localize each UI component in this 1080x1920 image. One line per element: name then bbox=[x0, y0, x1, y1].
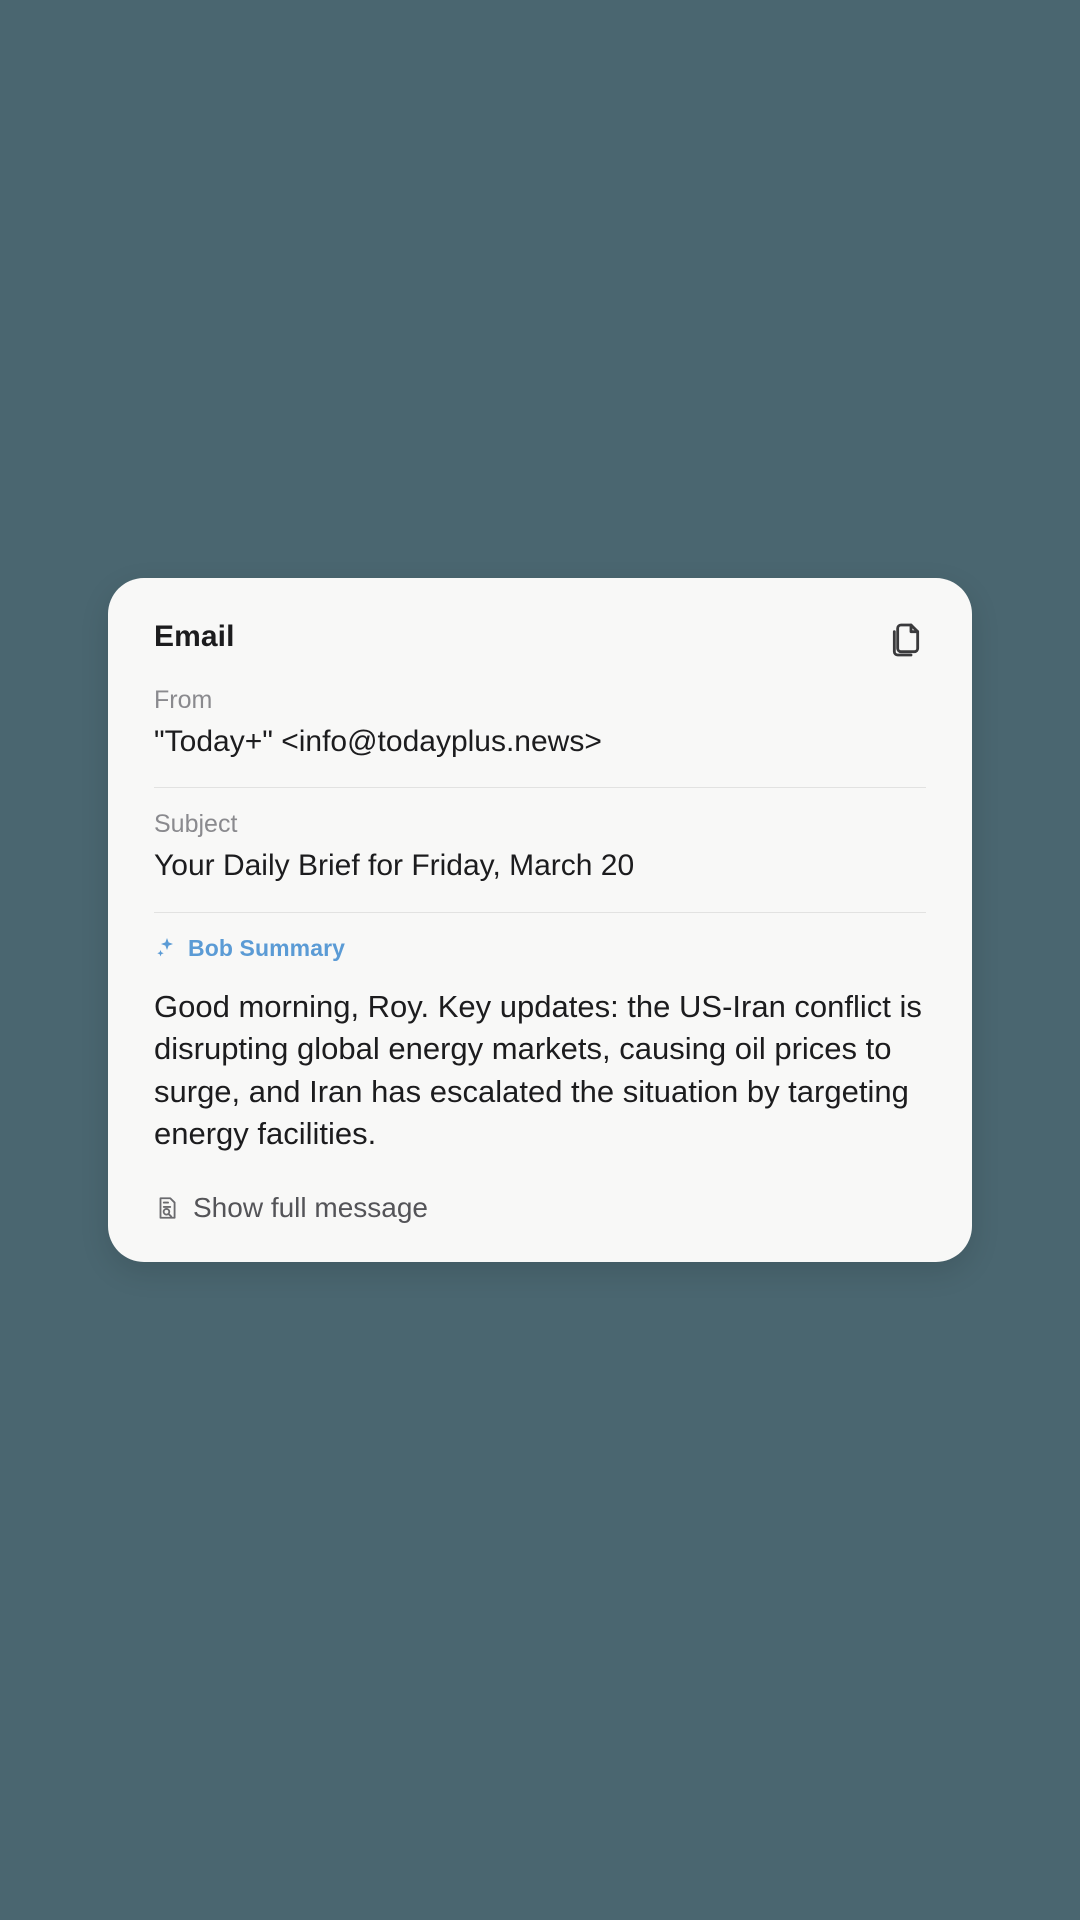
subject-label: Subject bbox=[154, 810, 238, 839]
show-full-message-label: Show full message bbox=[193, 1191, 429, 1223]
show-full-message-button[interactable] bbox=[154, 1192, 926, 1224]
document-search-icon bbox=[154, 1195, 180, 1221]
subject-value: Your Daily Brief for Friday, March 20 bbox=[154, 849, 635, 883]
page-title: Email bbox=[154, 620, 235, 653]
summary-text: Good morning, Roy. Key updates: the US-Iran conflict is disrupting global energy markets, causing oil prices to surge, and Iran has escalated the situation by targeting energy facilities. bbox=[154, 988, 922, 1152]
summary-header bbox=[154, 935, 926, 962]
subject-field bbox=[154, 810, 926, 885]
summary-label: Bob Summary bbox=[188, 934, 346, 961]
sparkle-icon bbox=[154, 936, 178, 960]
from-value: "Today+" <info@todayplus.news> bbox=[154, 725, 602, 758]
from-label: From bbox=[154, 686, 213, 714]
from-field bbox=[154, 686, 926, 761]
email-card bbox=[108, 578, 972, 1262]
divider-from-subject bbox=[154, 787, 926, 788]
card-header bbox=[154, 620, 926, 660]
copy-documents-icon[interactable] bbox=[886, 620, 926, 660]
divider-subject-summary bbox=[154, 912, 926, 913]
